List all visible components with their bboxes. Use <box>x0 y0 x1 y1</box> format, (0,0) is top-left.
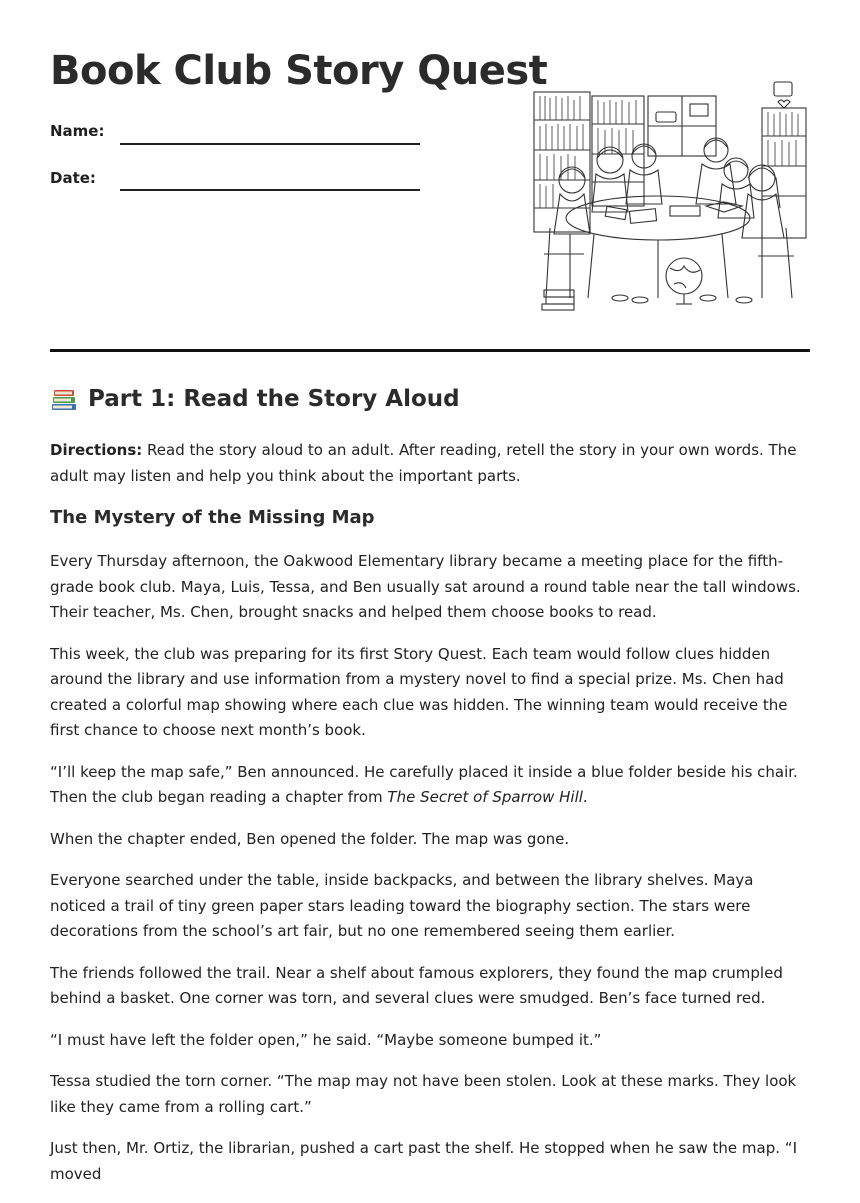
directions <box>50 438 810 489</box>
part1-heading-text: Part 1: Read the Story Aloud <box>88 386 460 412</box>
paragraph-text: “I’ll keep the map safe,” Ben announced. He carefully placed it inside a blue folder beside his chair. Then the club began reading a chapter from <box>50 762 798 806</box>
story-paragraph: Just then, Mr. Ortiz, the librarian, pushed a cart past the shelf. He stopped when he saw the map. “I moved <box>50 1139 797 1183</box>
directions-label: Directions: <box>50 441 143 459</box>
book-club-illustration <box>530 78 810 318</box>
story-paragraph: This week, the club was preparing for its first Story Quest. Each team would follow clues hidden around the library and use information from a mystery novel to find a special prize. Ms. Chen had created a colorful map showing where each clue was hidden. The winning team would receive the first chance to choose next month’s book. <box>50 644 788 739</box>
story-title: The Mystery of the Missing Map <box>50 507 375 528</box>
part1-heading <box>50 386 460 412</box>
story-paragraph: The friends followed the trail. Near a shelf about famous explorers, they found the map crumpled behind a basket. One corner was torn, and several clues were smudged. Ben’s face turned red. <box>50 963 783 1007</box>
story-paragraph: When the chapter ended, Ben opened the folder. The map was gone. <box>50 829 570 848</box>
story-paragraph: Everyone searched under the table, inside backpacks, and between the library shelves. Maya noticed a trail of tiny green paper stars leading toward the biography section. The stars were decorations from the school’s art fair, but no one remembered seeing them earlier. <box>50 871 754 940</box>
paragraph-text: . <box>582 788 588 806</box>
story-paragraph: Tessa studied the torn corner. “The map may not have been stolen. Look at these marks. They look like they came from a rolling cart.” <box>50 1072 797 1116</box>
page-title: Book Club Story Quest <box>50 48 548 94</box>
story-paragraph <box>50 760 810 811</box>
section-divider <box>50 349 810 352</box>
name-line[interactable] <box>120 143 420 145</box>
story-paragraph: “I must have left the folder open,” he said. “Maybe someone bumped it.” <box>50 1030 602 1049</box>
date-label: Date: <box>50 169 96 187</box>
story-content <box>50 438 810 1203</box>
books-icon <box>50 386 78 412</box>
story-paragraph: Every Thursday afternoon, the Oakwood Elementary library became a meeting place for the fifth-grade book club. Maya, Luis, Tessa, and Ben usually sat around a round table near the tall windows. Their teacher, Ms. Chen, brought snacks and helped them choose books to read. <box>50 552 801 621</box>
name-label: Name: <box>50 122 105 140</box>
book-title: The Secret of Sparrow Hill <box>387 788 583 806</box>
date-line[interactable] <box>120 189 420 191</box>
directions-text: Read the story aloud to an adult. After reading, retell the story in your own words. The adult may listen and help you think about the important parts. <box>50 441 797 485</box>
